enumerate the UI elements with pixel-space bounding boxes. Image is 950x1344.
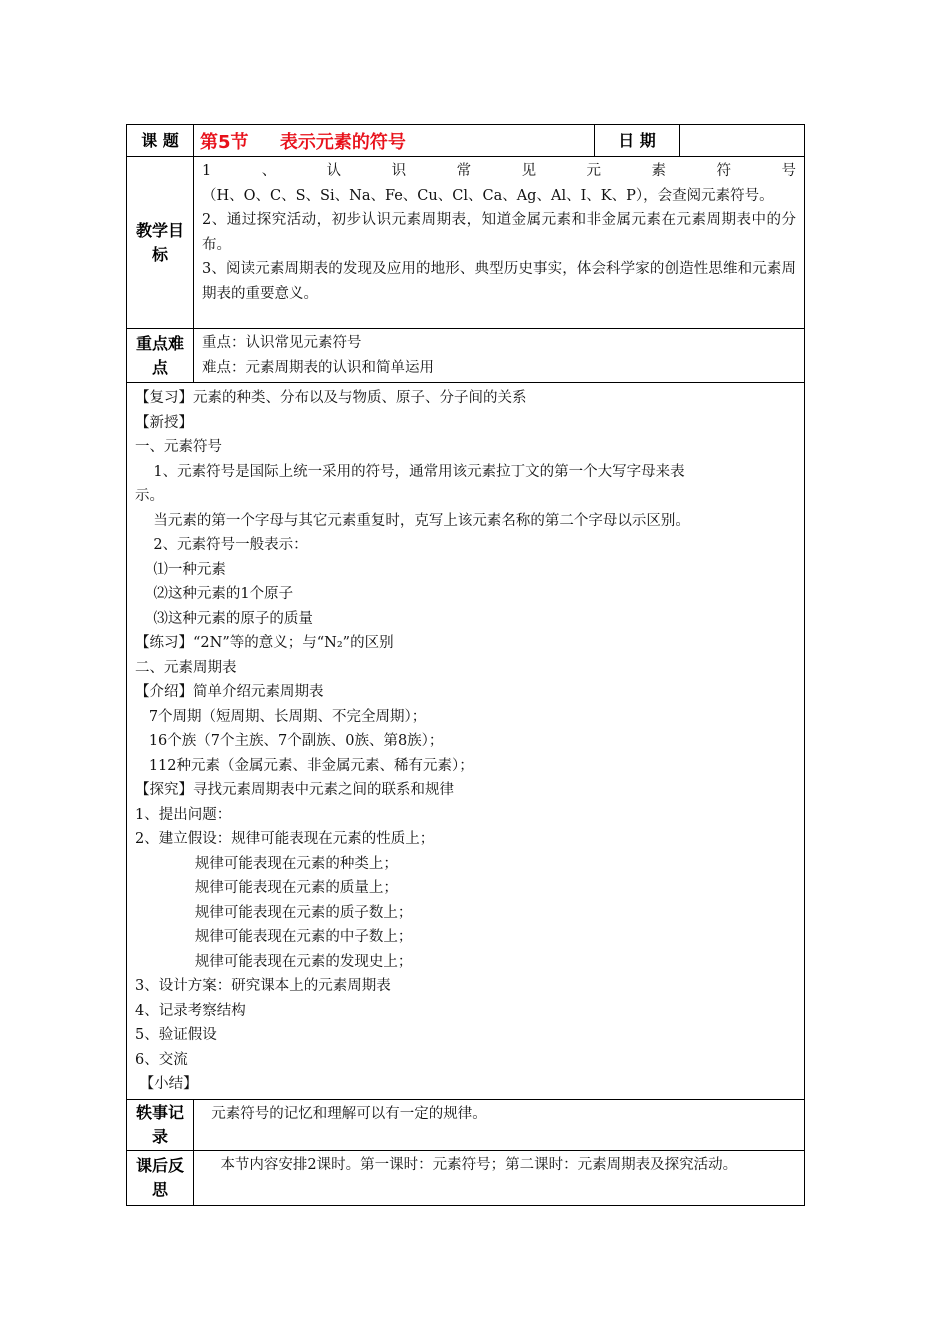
anecdote-content: [194, 1099, 805, 1150]
body-line: 3、设计方案：研究课本上的元素周期表: [135, 978, 391, 994]
objective-1-rest: （H、O、C、S、Si、Na、Fe、Cu、Cl、Ca、Ag、Al、I、K、P），会查阅元素符号。: [202, 187, 774, 204]
body-line: ⑴一种元素: [135, 561, 226, 578]
objective-3: 3、阅读元素周期表的发现及应用的地形、典型历史事实，体会科学家的创造性思维和元素周期表的重要意义。: [202, 261, 796, 302]
lesson-body: [127, 383, 805, 1100]
reflection-text: 本节内容安排2课时。第一课时：元素符号；第二课时：元素周期表及探究活动。: [202, 1156, 738, 1173]
anecdote-text: 元素符号的记忆和理解可以有一定的规律。: [202, 1105, 487, 1122]
topic-label: 课 题: [127, 125, 194, 157]
anecdote-row: [127, 1099, 805, 1150]
body-line: 规律可能表现在元素的质量上；: [135, 880, 398, 896]
body-line: 【练习】“2N”等的意义；与“N₂”的区别: [135, 635, 394, 651]
body-line: 2、元素符号一般表示：: [135, 537, 308, 553]
difficulty-point: 难点：元素周期表的认识和简单运用: [202, 359, 434, 376]
body-line: 规律可能表现在元素的种类上；: [135, 855, 398, 872]
body-line: 7个周期（短周期、长周期、不完全周期）；: [135, 708, 427, 725]
body-line: 4、记录考察结构: [135, 1002, 246, 1019]
body-line: 一、元素符号: [135, 439, 222, 455]
body-line: 16个族（7个主族、7个副族、0族、第8族）；: [135, 733, 444, 749]
body-line: 规律可能表现在元素的中子数上；: [135, 929, 413, 945]
reflection-content: [194, 1150, 805, 1205]
lesson-plan-table: [126, 124, 805, 1206]
body-line: 【小结】: [135, 1076, 198, 1092]
key-points-row: [127, 329, 805, 383]
body-line: ⑶这种元素的原子的质量: [135, 610, 313, 627]
date-label: 日 期: [595, 125, 680, 157]
objectives-content: [194, 157, 805, 329]
body-line: 规律可能表现在元素的质子数上；: [135, 904, 413, 921]
body-line: ⑵这种元素的1个原子: [135, 586, 294, 602]
body-line: 【探究】寻找元素周期表中元素之间的联系和规律: [135, 782, 454, 798]
header-row: [127, 125, 805, 157]
body-line: 112种元素（金属元素、非金属元素、稀有元素）；: [135, 757, 474, 774]
body-line: 规律可能表现在元素的发现史上；: [135, 953, 413, 970]
body-line: 1、提出问题：: [135, 806, 232, 823]
body-line: 【新授】: [135, 414, 193, 431]
body-line: 1、元素符号是国际上统一采用的符号，通常用该元素拉丁文的第一个大写字母来表: [135, 463, 685, 480]
date-value: [680, 125, 805, 157]
body-line: 2、建立假设：规律可能表现在元素的性质上；: [135, 831, 435, 847]
objective-1-first-line: 1 、 认 识 常 见 元 素 符 号: [202, 163, 796, 179]
anecdote-label: 轶事记录: [127, 1099, 194, 1150]
body-line: 二、元素周期表: [135, 659, 237, 676]
objectives-row: [127, 157, 805, 329]
key-points-label: 重点难点: [127, 329, 194, 383]
focus-point: 重点：认识常见元素符号: [202, 335, 362, 351]
key-points-content: [194, 329, 805, 383]
lesson-body-row: [127, 383, 805, 1100]
lesson-plan-sheet: [126, 124, 804, 1206]
body-line: 当元素的第一个字母与其它元素重复时，克写上该元素名称的第二个字母以示区别。: [135, 512, 690, 529]
body-line: 示。: [135, 488, 164, 504]
body-line: 【介绍】简单介绍元素周期表: [135, 684, 324, 700]
objectives-label: 教学目标: [127, 157, 194, 329]
reflection-row: [127, 1150, 805, 1205]
body-line: 6、交流: [135, 1051, 188, 1068]
objective-2: 2、通过探究活动，初步认识元素周期表，知道金属元素和非金属元素在元素周期表中的分布。: [202, 212, 796, 253]
body-line: 【复习】元素的种类、分布以及与物质、原子、分子间的关系: [135, 390, 527, 406]
body-line: 5、验证假设: [135, 1027, 217, 1043]
reflection-label: 课后反思: [127, 1150, 194, 1205]
lesson-title: 第5节 表示元素的符号: [194, 125, 595, 157]
